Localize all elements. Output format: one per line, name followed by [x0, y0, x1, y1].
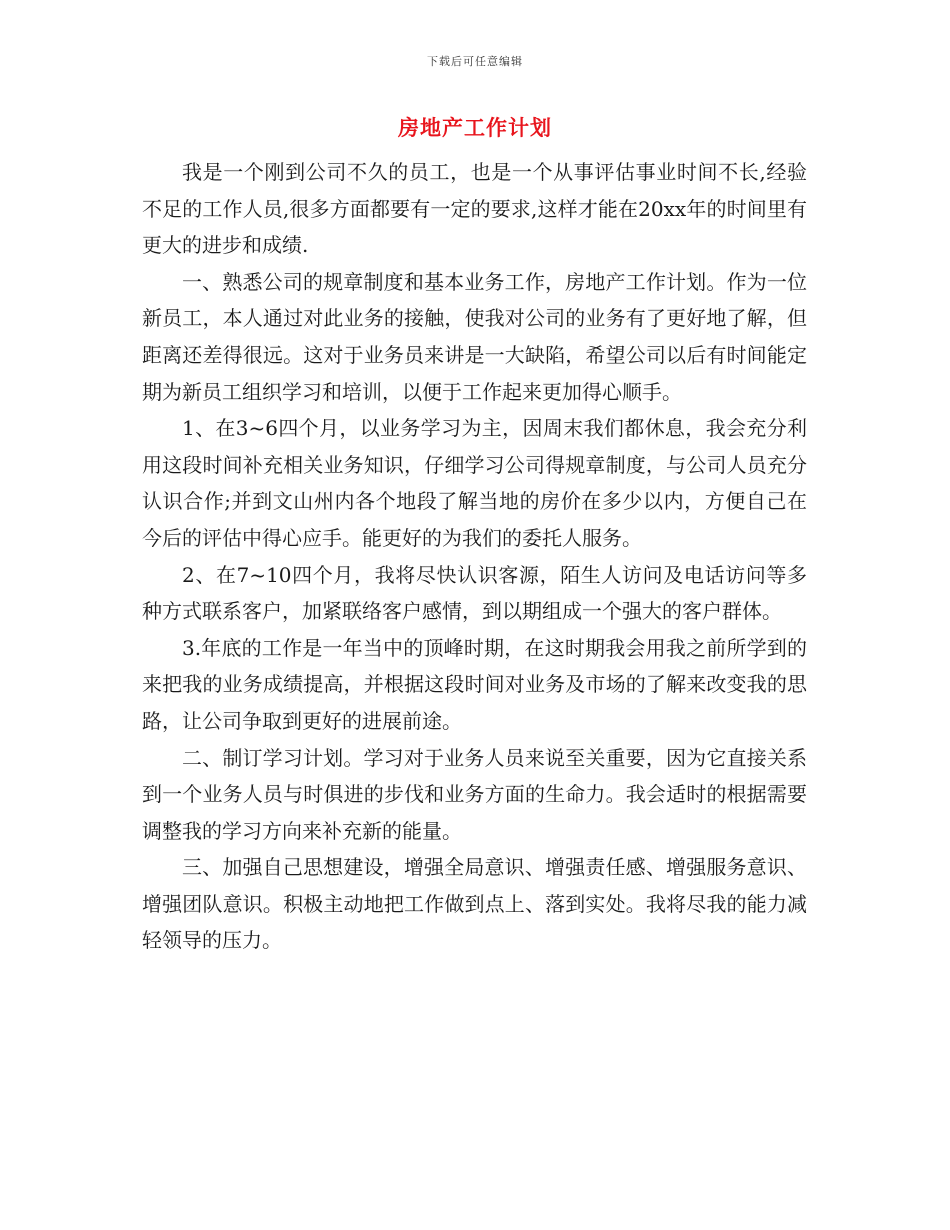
paragraph-section-1: 一、熟悉公司的规章制度和基本业务工作，房地产工作计划。作为一位新员工，本人通过对此业务的接触，使我对公司的业务有了更好地了解，但距离还差得很远。这对于业务员来讲是一大缺陷，希望公司以后有时间能定期为新员工组织学习和培训，以便于工作起来更加得心顺手。: [142, 269, 807, 404]
paragraph-intro: 我是一个刚到公司不久的员工，也是一个从事评估事业时间不长,经验不足的工作人员,很多方面都要有一定的要求,这样才能在20xx年的时间里有更大的进步和成绩.: [142, 160, 807, 258]
paragraph-item-2: 2、在7~10四个月，我将尽快认识客源，陌生人访问及电话访问等多种方式联系客户，加紧联络客户感情，到以期组成一个强大的客户群体。: [142, 562, 807, 624]
paragraph-item-3: 3.年底的工作是一年当中的顶峰时期，在这时期我会用我之前所学到的来把我的业务成绩提高，并根据这段时间对业务及市场的了解来改变我的思路，让公司争取到更好的进展前途。: [142, 635, 807, 733]
paragraph-section-2: 二、制订学习计划。学习对于业务人员来说至关重要，因为它直接关系到一个业务人员与时俱进的步伐和业务方面的生命力。我会适时的根据需要调整我的学习方向来补充新的能量。: [142, 745, 807, 843]
document-body: [142, 154, 807, 959]
paragraph-item-1: 1、在3~6四个月，以业务学习为主，因周末我们都休息，我会充分利用这段时间补充相关业务知识，仔细学习公司得规章制度，与公司人员充分认识合作;并到文山州内各个地段了解当地的房价在多少以内，方便自己在今后的评估中得心应手。能更好的为我们的委托人服务。: [142, 416, 807, 550]
document-title: 房地产工作计划: [398, 116, 552, 140]
header-note: 下载后可任意编辑: [427, 55, 523, 68]
paragraph-section-3: 三、加强自己思想建设，增强全局意识、增强责任感、增强服务意识、增强团队意识。积极主动地把工作做到点上、落到实处。我将尽我的能力减轻领导的压力。: [142, 855, 807, 953]
